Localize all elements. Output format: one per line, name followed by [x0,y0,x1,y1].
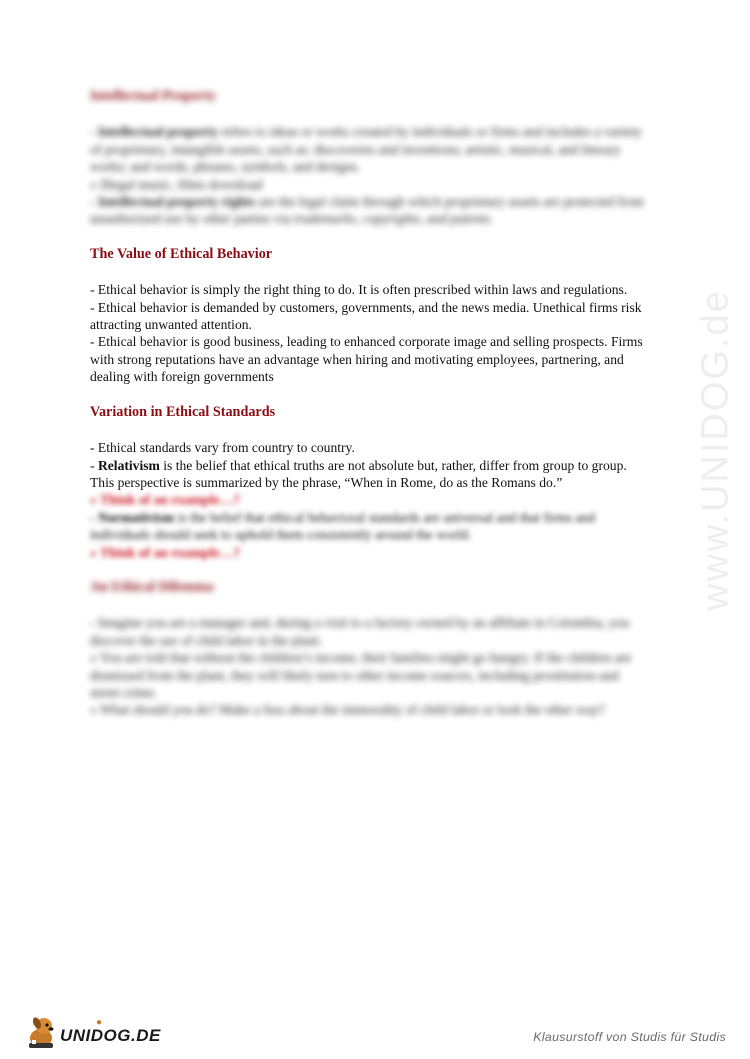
bullet-item: » You are told that without the children’s income, their families might go hungry. If the children are dismissed from the plant, they will likely turn to other income sources, including prostitution and street crime. [90,650,632,700]
paragraph-text: refers to ideas or works created by individuals or firms and includes a variety of proprietary, intangible assets, such as: discoveries and inventions; artistic, musical, and literary works; and words, phrases, symbols, and designs. [90,124,642,175]
prompt-text: » Think of an example…? [90,544,241,560]
bold-term: Relativism [97,457,160,473]
paragraph-text: are the legal claim through which proprietary assets are protected from unauthorized use by other parties via [90,194,644,227]
italic-text: trademarks, copyrights, and patents. [293,211,494,227]
document-body [90,88,650,719]
section-title: Variation in Ethical Standards [90,403,276,420]
paragraph: - Ethical standards vary from country to country. [90,440,355,456]
bullet-item: » What should you do? Make a fuss about the immorality of child labor or look the other way? [90,702,605,718]
section-ethical-dilemma [90,579,650,719]
paragraph: - Intellectual property rights are the legal claim through which proprietary assets are protected from unauthorized use by other parties via trademarks, copyrights, and patents. [90,194,644,227]
section-title: The Value of Ethical Behavior [90,245,273,262]
paragraph: - Intellectual property refers to ideas or works created by individuals or firms and includes a variety of proprietary, intangible assets, such as: discoveries and inventions; artistic, musical, and literary works; and words, phrases, symbols, and designs. [90,124,642,175]
unidog-logo[interactable] [24,1014,161,1050]
dog-icon [24,1014,58,1050]
dash: - [90,457,98,473]
prompt-text: » Think of an example…? [90,492,241,508]
paw-icon: ● [96,1017,103,1028]
dash: - [90,509,98,525]
watermark: www.UNIDOG.de [694,289,737,611]
paragraph [90,509,650,544]
section-variation-in-ethical-standards [90,404,650,561]
section-title: Intellectual Property [90,88,217,104]
paragraph-text: is the belief that ethical behavioral standards are universal and that firms and individuals should seek to uphold them consistently around the world. [90,509,596,543]
bold-term: Normativism [97,509,175,525]
blurred-block [90,491,650,561]
logo-text: UNIDOG.DE [60,1026,161,1045]
section-intellectual-property [90,88,650,228]
bold-term: Intellectual property [97,124,219,140]
paragraph-text: is the belief that ethical truths are not absolute but, rather, differ from group to group. This perspective is summarized by the phrase, “When in Rome, do as the Romans do.” [90,457,627,490]
section-value-of-ethical-behavior [90,246,650,386]
paragraph [90,457,650,492]
bold-term: Intellectual property rights [97,194,256,210]
paragraph: - Ethical behavior is good business, leading to enhanced corporate image and selling prospects. Firms with strong reputations have an advantage when hiring and motivating employees, partnering, and dealing with foreign governments [90,334,643,385]
section-title: An Ethical Dilemma [90,578,214,595]
bullet-item: » Illegal music, films download [90,176,263,192]
paragraph: - Ethical behavior is simply the right thing to do. It is often prescribed within laws and regulations. [90,282,628,298]
paragraph: - Ethical behavior is demanded by customers, governments, and the news media. Unethical firms risk attracting unwanted attention. [90,299,642,333]
footer-tagline: Klausurstoff von Studis für Studis [533,1030,726,1044]
paragraph: - Imagine you are a manager and, during a visit to a factory owned by an affiliate in Colombia, you discover the use of child labor in the plant. [90,615,630,648]
